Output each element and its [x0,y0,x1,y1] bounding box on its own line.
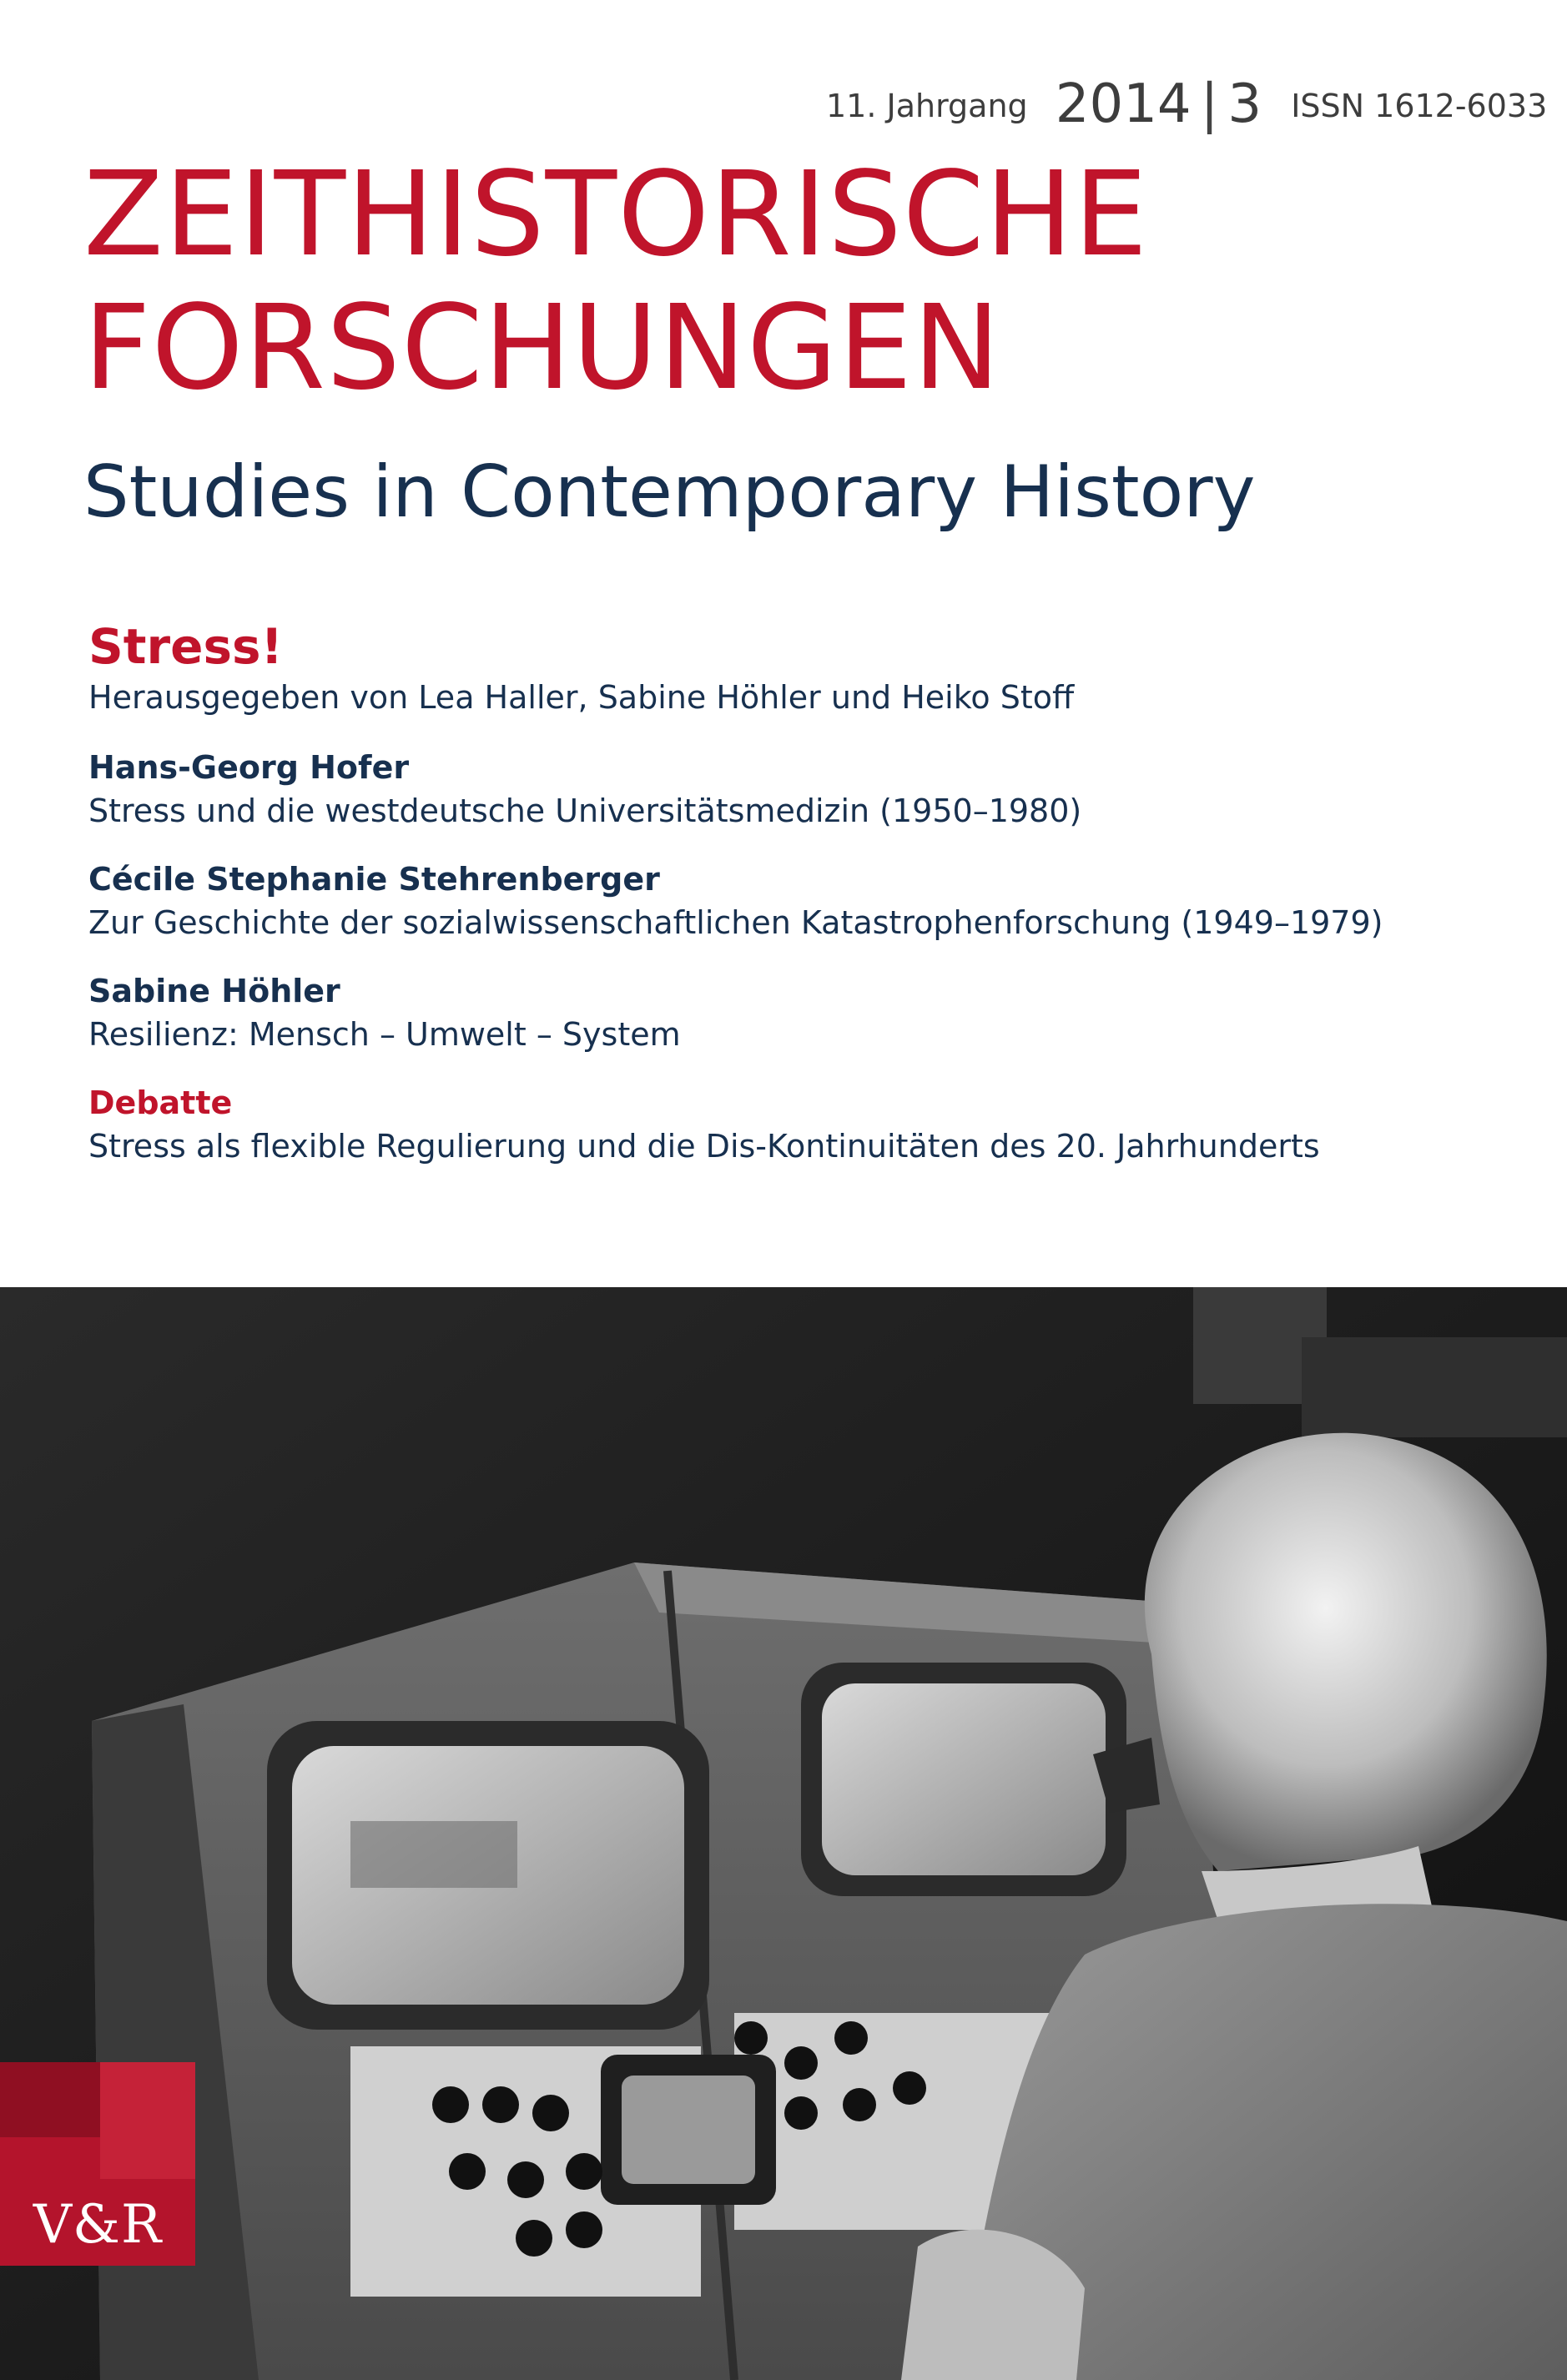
table-of-contents [88,617,1507,1193]
logo-shade [100,2062,195,2179]
issue-info [826,73,1548,135]
toc-article-title: Stress als flexible Regulierung und die Dis-Kontinuitäten des 20. Jahrhunderts [88,1128,1320,1165]
issn-label: ISSN 1612-6033 [1291,88,1548,124]
control-console-illustration [0,1287,1567,2380]
toc-author: Cécile Stephanie Stehrenberger [88,861,660,898]
toc-entry [88,746,1507,833]
toc-article-title: Zur Geschichte der sozialwissenschaftlichen Katastrophenforschung (1949–1979) [88,904,1383,941]
toc-entry [88,969,1507,1056]
toc-entry [88,858,1507,944]
publisher-logo [0,2062,195,2266]
volume-label: 11. Jahrgang [826,88,1028,124]
journal-title-line-2: FORSCHUNGEN [83,280,1001,416]
cover-photo [0,1287,1567,2380]
journal-subtitle: Studies in Contemporary History [83,450,1256,534]
toc-entry [88,1081,1507,1168]
year-label: 2014 [1055,73,1192,135]
journal-title-line-1: ZEITHISTORISCHE [83,147,1149,283]
issue-theme: Stress! [88,618,283,675]
toc-article-title: Resilienz: Mensch – Umwelt – System [88,1016,681,1053]
issue-separator: | [1200,73,1219,135]
issue-editors: Herausgegeben von Lea Haller, Sabine Höhler und Heiko Stoff [88,679,1075,716]
toc-author: Sabine Höhler [88,973,340,1009]
toc-author: Hans-Georg Hofer [88,749,410,786]
publisher-logo-text: V&R [33,2194,163,2256]
toc-article-title: Stress und die westdeutsche Universitätsmedizin (1950–1980) [88,792,1082,829]
toc-section-label: Debatte [88,1084,233,1121]
issue-number: 3 [1227,73,1262,135]
